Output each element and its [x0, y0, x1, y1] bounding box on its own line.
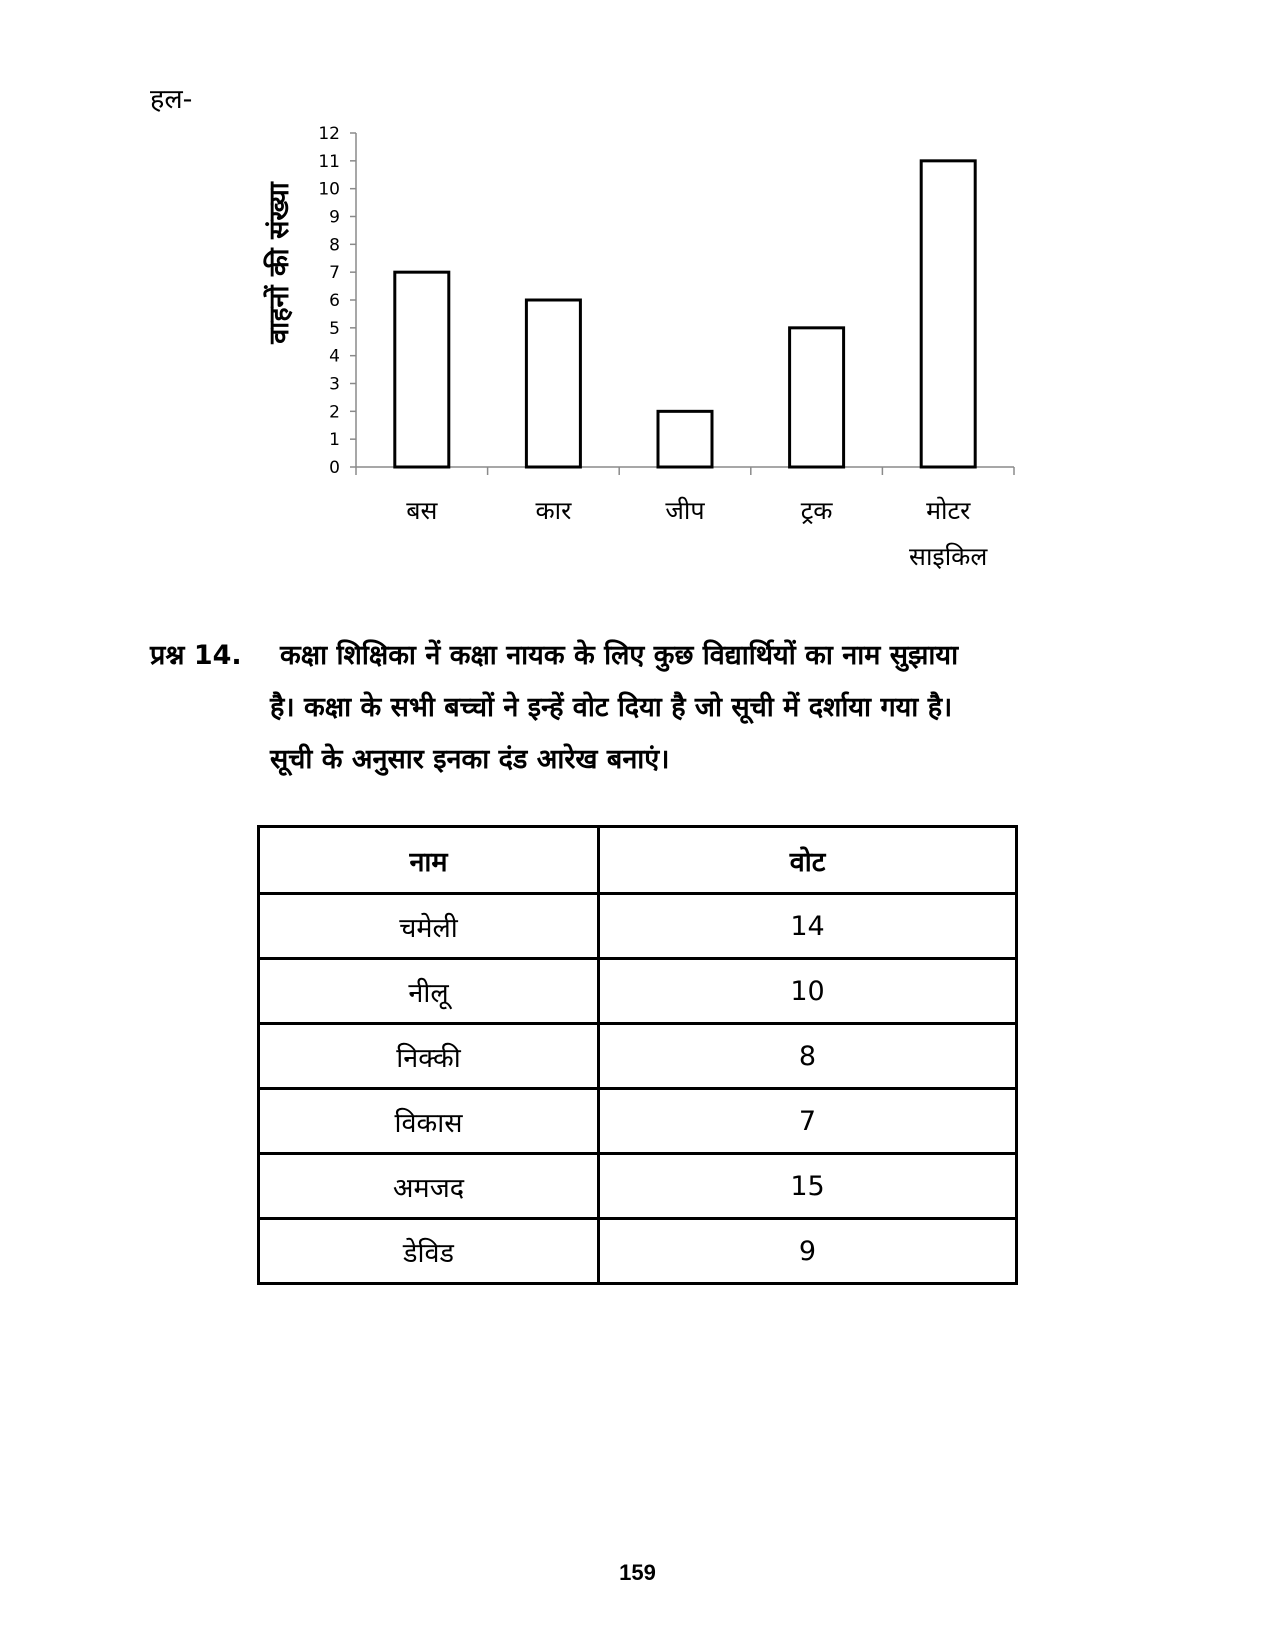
vote-count: 8	[599, 1024, 1017, 1089]
header-name: नाम	[259, 827, 599, 894]
table-row	[259, 1089, 1017, 1154]
vote-count: 7	[599, 1089, 1017, 1154]
bar	[395, 272, 449, 467]
y-tick-label: 6	[329, 291, 340, 311]
x-category-label: साइकिल	[909, 542, 988, 571]
student-name: विकास	[259, 1089, 599, 1154]
bar	[921, 161, 975, 467]
table-row	[259, 959, 1017, 1024]
y-tick-label: 4	[329, 346, 340, 367]
vehicle-bar-chart	[0, 0, 1275, 590]
y-tick-label: 2	[329, 402, 340, 423]
y-tick-label: 9	[329, 207, 340, 228]
bar	[790, 328, 844, 467]
question-14	[150, 630, 1150, 786]
y-tick-label: 11	[318, 151, 340, 172]
x-category-label: जीप	[665, 496, 705, 525]
table-row	[259, 894, 1017, 959]
y-tick-label: 1	[329, 430, 340, 451]
student-name: अमजद	[259, 1154, 599, 1219]
question-text-line-2: है। कक्षा के सभी बच्चों ने इन्हें वोट दिया है जो सूची में दर्शाया गया है।	[270, 692, 953, 723]
vote-count: 10	[599, 959, 1017, 1024]
x-category-label: मोटर	[926, 496, 971, 525]
bar	[658, 411, 712, 467]
y-tick-label: 12	[318, 124, 340, 144]
y-tick-label: 7	[329, 263, 340, 284]
y-tick-label: 0	[329, 458, 340, 478]
page-number: 159	[619, 1560, 656, 1585]
header-votes: वोट	[599, 827, 1017, 894]
y-axis-label: वाहनों की संख्या	[264, 182, 295, 344]
y-tick-label: 8	[329, 235, 340, 256]
student-name: निक्की	[259, 1024, 599, 1089]
x-category-label: ट्रक	[800, 496, 833, 525]
table-row	[259, 1154, 1017, 1219]
solution-label: हल-	[150, 84, 193, 115]
vote-count: 14	[599, 894, 1017, 959]
vote-count: 9	[599, 1219, 1017, 1284]
table-row	[259, 1219, 1017, 1284]
table-header-row	[259, 827, 1017, 894]
votes-table	[257, 825, 1018, 1285]
x-category-label: बस	[406, 496, 438, 525]
x-category-label: कार	[535, 496, 572, 525]
y-tick-label: 5	[329, 318, 340, 339]
student-name: डेविड	[259, 1219, 599, 1284]
question-text-line-3: सूची के अनुसार इनका दंड आरेख बनाएं।	[270, 744, 670, 775]
student-name: नीलू	[259, 959, 599, 1024]
question-number: प्रश्न 14.	[150, 640, 242, 671]
question-text-line-1: कक्षा शिक्षिका नें कक्षा नायक के लिए कुछ विद्यार्थियों का नाम सुझाया	[280, 640, 959, 671]
y-tick-label: 3	[329, 374, 340, 395]
bar	[526, 300, 580, 467]
student-name: चमेली	[259, 894, 599, 959]
table-row	[259, 1024, 1017, 1089]
y-tick-label: 10	[318, 179, 340, 200]
vote-count: 15	[599, 1154, 1017, 1219]
